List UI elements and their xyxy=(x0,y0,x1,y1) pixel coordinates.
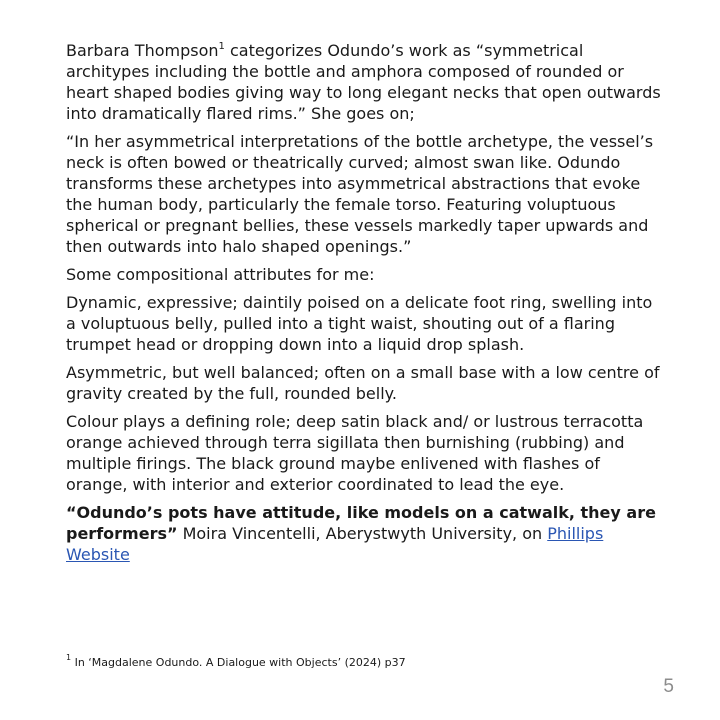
footnote xyxy=(66,653,626,670)
paragraph-asymmetric-quote: “In her asymmetrical interpretations of the bottle archetype, the vessel’s neck is often bowed or theatrically curved; almost swan like. Odundo transforms these archetypes into asymmetrical abstractions that evoke the human body, particularly the female torso. Featuring voluptuous spherical or pregnant bellies, these vessels markedly taper upwards and then outwards into halo shaped openings.” xyxy=(66,132,654,256)
paragraph-text: categorizes Odundo’s work as “symmetrical architypes including the bottle and amphora composed of rounded or heart shaped bodies giving way to long elegant necks that open outwards into dramatically flared rims.” She goes on; xyxy=(66,41,661,123)
slide-body xyxy=(66,40,666,572)
paragraph-dynamic: Dynamic, expressive; daintily poised on a delicate foot ring, swelling into a voluptuous belly, pulled into a tight waist, shouting out of a flaring trumpet head or dropping down into a liquid drop splash. xyxy=(66,293,653,354)
paragraph-asymmetric: Asymmetric, but well balanced; often on a small base with a low centre of gravity created by the full, rounded belly. xyxy=(66,363,660,403)
paragraph-attributes-heading: Some compositional attributes for me: xyxy=(66,265,375,284)
quote-attribution: Moira Vincentelli, Aberystwyth University, on xyxy=(177,524,548,543)
author-name: Barbara Thompson xyxy=(66,41,219,60)
paragraph-thompson-intro xyxy=(66,40,666,124)
paragraph-colour: Colour plays a defining role; deep satin black and/ or lustrous terracotta orange achieved through terra sigillata then burnishing (rubbing) and multiple firings. The black ground maybe enlivened with flashes of orange, with interior and exterior coordinated to lead the eye. xyxy=(66,412,644,494)
page-number: 5 xyxy=(663,676,674,697)
footnote-marker: 1 xyxy=(66,653,72,663)
bold-quote: “Odundo’s pots have attitude, like models on a catwalk, they are performers” xyxy=(66,503,656,543)
paragraph-closing-quote xyxy=(66,502,666,565)
footnote-reference: 1 xyxy=(218,40,225,52)
phillips-website-link[interactable]: Phillips Website xyxy=(66,524,604,564)
footnote-text: In ‘Magdalene Odundo. A Dialogue with Objects’ (2024) p37 xyxy=(71,656,406,669)
